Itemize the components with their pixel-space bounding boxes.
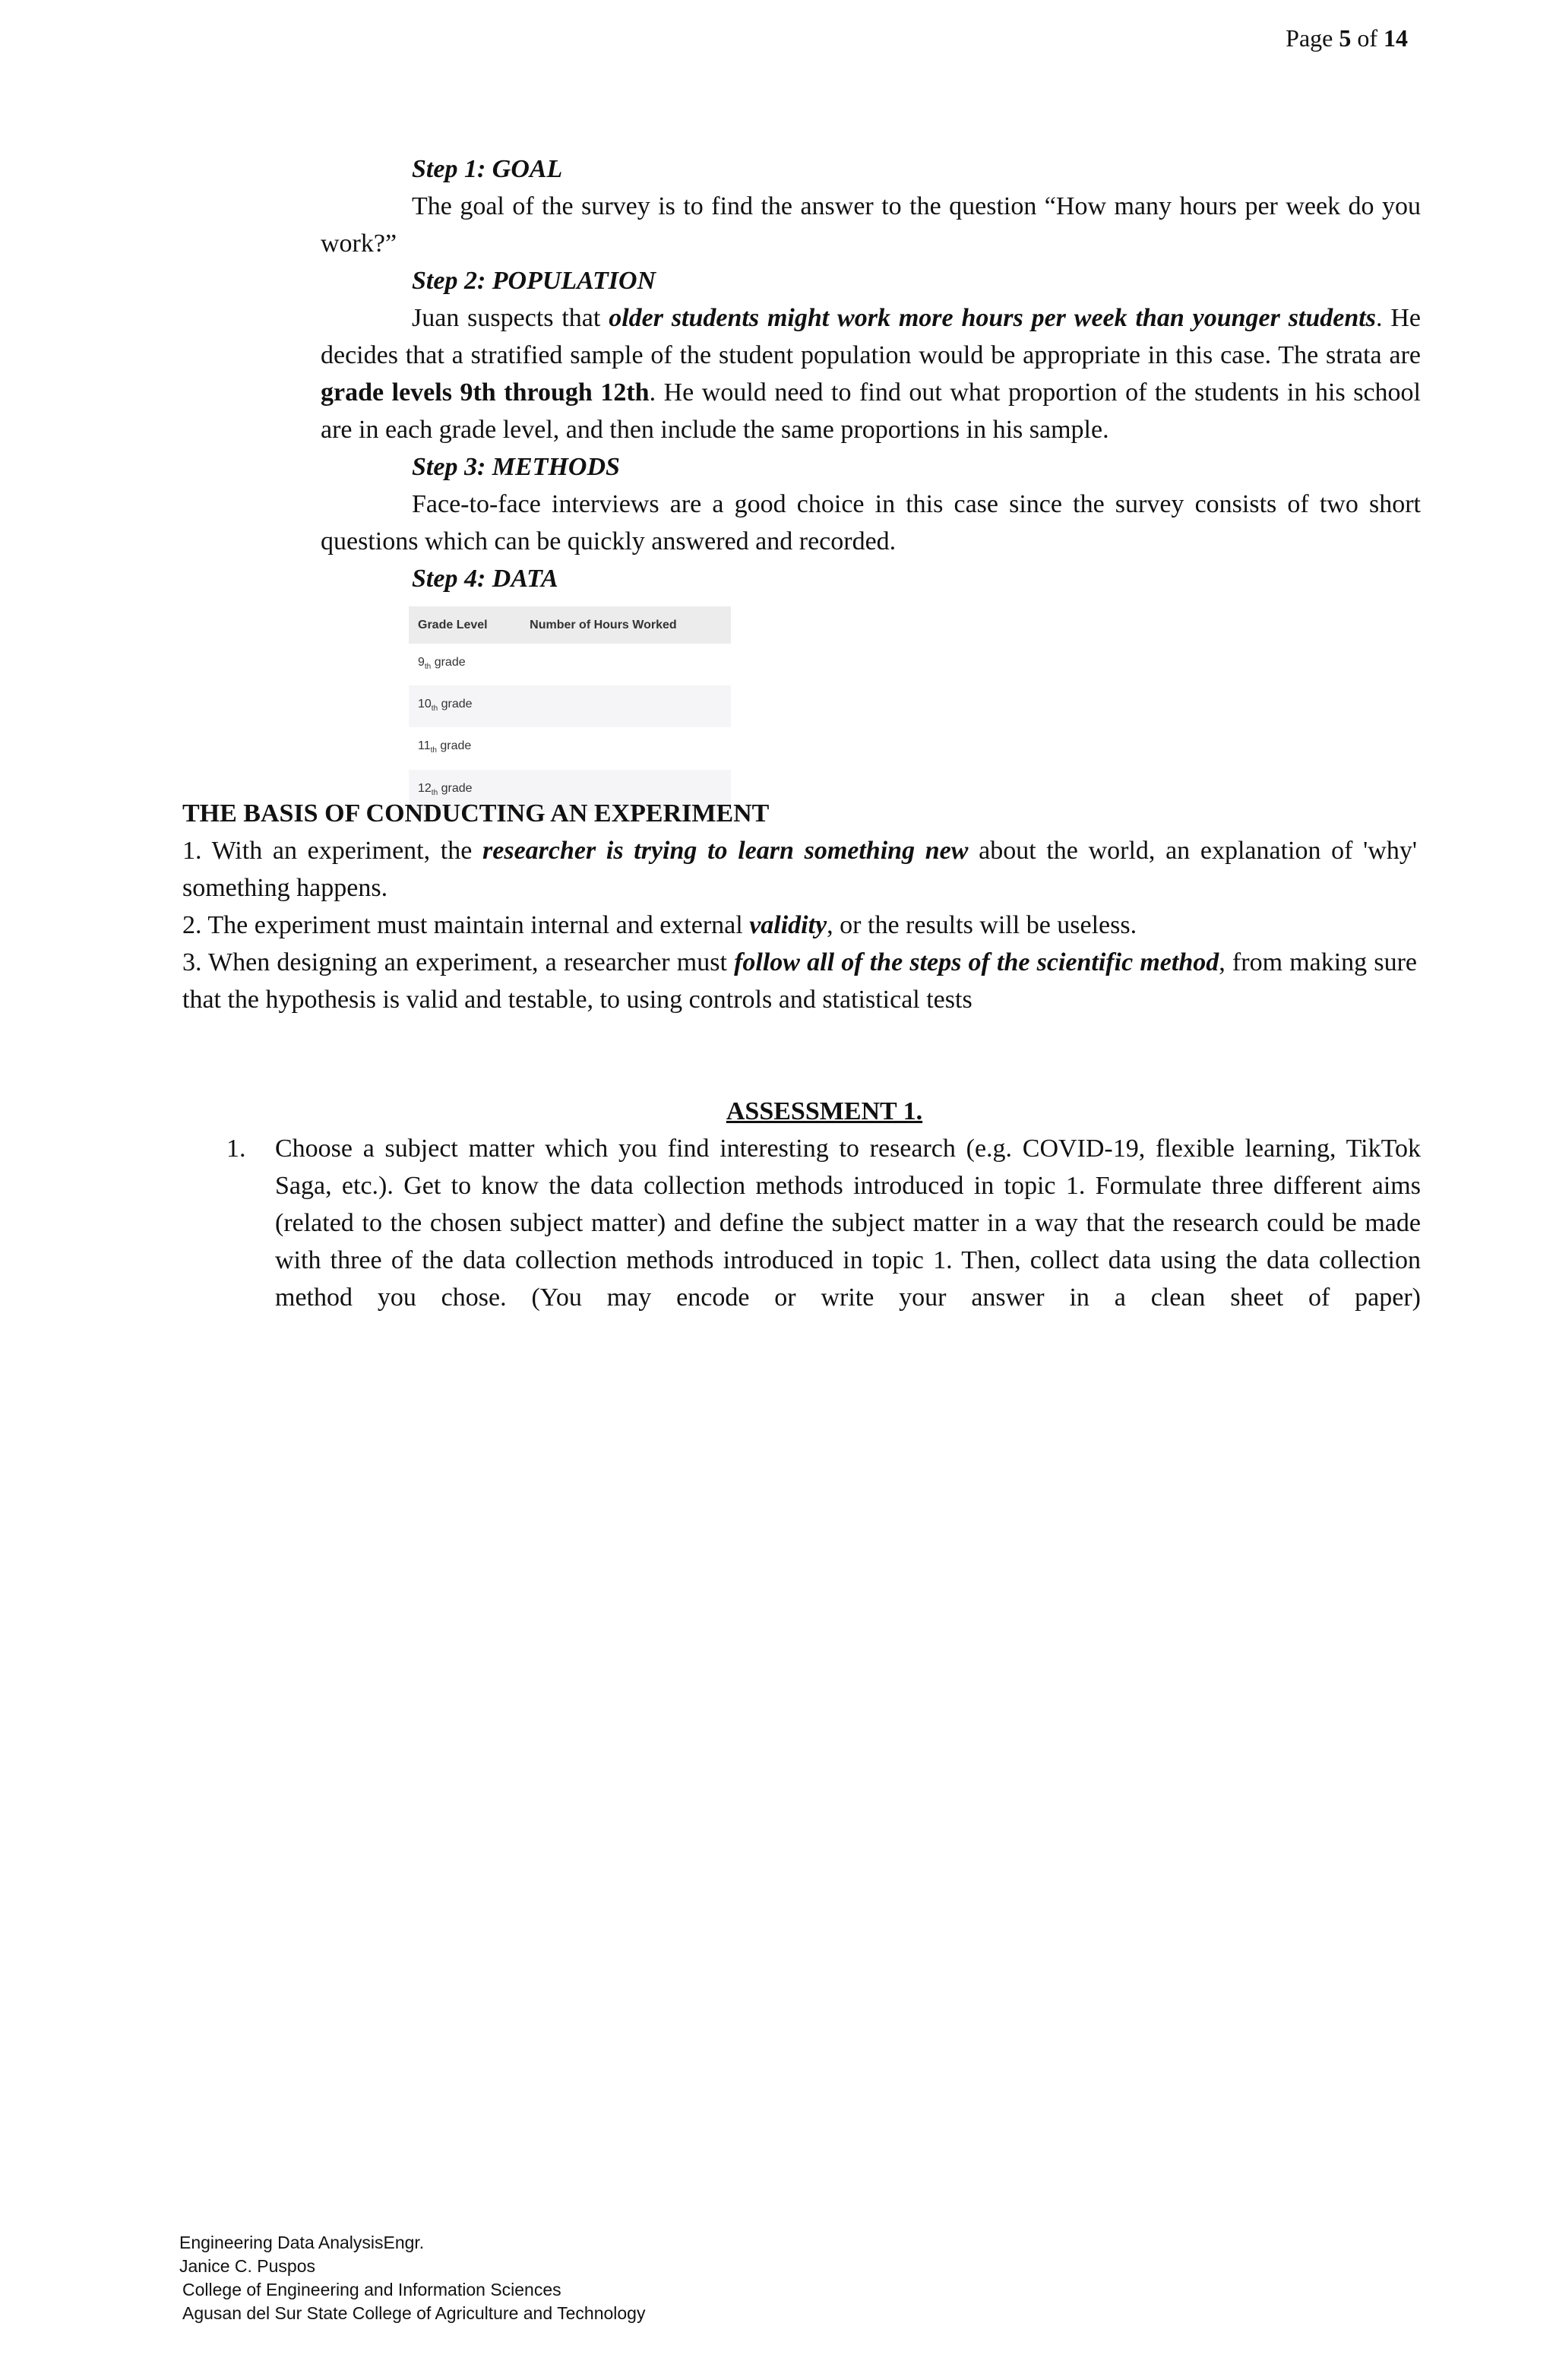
table-header-row [409,606,731,644]
table-row [409,685,731,727]
assessment-item-number: 1. [226,1135,246,1163]
step-population-title: Step 2: POPULATION [412,267,656,295]
page-number [1286,21,1408,55]
grade-suffix: th [431,788,438,797]
footer-course-line: Engineering Data AnalysisEngr. [179,2233,425,2252]
hours-cell [520,685,731,727]
table-row [409,644,731,685]
grade-suffix: th [430,746,437,755]
experiment-item-2 [182,907,1417,944]
grade-hours-table [409,606,731,812]
step-methods-text: Face-to-face interviews are a good choice in this case since the survey consists of two short questions which can be quickly answered and recorded. [321,490,1421,555]
page-current: 5 [1339,24,1352,52]
step-methods-title: Step 3: METHODS [412,453,620,481]
survey-steps [321,150,1421,812]
column-header-hours: Number of Hours Worked [520,606,731,644]
grade-cell [409,727,520,769]
assessment-item-text: Choose a subject matter which you find interesting to research (e.g. COVID-19, flexible learning, TikTok Saga, etc.). Get to know the data collection methods introduced in topic 1. Formulate three different aims (related to the chosen subject matter) and define the subject matter in a way that the research could be made with three of the data collection methods introduced in topic 1. Then, collect data using the data collection method you chose. (You may encode or write your answer in a clean sheet of paper) [275,1135,1421,1312]
population-text-part: . He would need to find out what proportion of the students in his school are in each grade level, and then include the same proportions in his sample. [321,378,1421,444]
step-data-title: Step 4: DATA [412,565,558,593]
table-row [409,727,731,769]
assessment-heading: ASSESSMENT 1. [726,1097,923,1125]
experiment-text: 2. The experiment must maintain internal and external [182,911,750,939]
experiment-item-1 [182,832,1417,907]
grade-label: grade [431,656,466,669]
footer-school-line: Agusan del Sur State College of Agriculture and Technology [182,2303,646,2323]
experiment-emphasis: researcher is trying to learn something new [482,837,969,865]
assessment-item [182,1130,1421,1316]
experiment-item-3 [182,944,1417,1018]
grade-label: grade [436,739,472,753]
grade-number: 11 [418,739,431,753]
experiment-text: 1. With an experiment, the [182,837,483,865]
experiment-heading: THE BASIS OF CONDUCTING AN EXPERIMENT [182,799,770,828]
column-header-grade: Grade Level [409,606,520,644]
grade-label: grade [438,698,473,711]
step-goal-title: Step 1: GOAL [412,155,563,183]
page-label-prefix: Page [1286,24,1339,52]
hours-cell [520,644,731,685]
population-bold: grade levels 9th through 12th [321,378,650,407]
grade-cell [409,685,520,727]
step-population-text [321,299,1421,448]
grade-suffix: th [424,663,432,672]
footer-college-line: College of Engineering and Information Sciences [182,2280,561,2299]
footer-instructor-line: Janice C. Puspos [179,2256,315,2276]
grade-suffix: th [431,704,438,714]
grade-number: 10 [418,698,432,711]
population-emphasis: older students might work more hours per week than younger students [609,304,1376,332]
experiment-text: 3. When designing an experiment, a researcher must [182,948,735,976]
experiment-text: , from making sure that the hypothesis is valid and testable, to using controls and statistical tests [182,948,1417,1014]
experiment-text: , or the results will be useless. [827,911,1137,939]
page-separator: of [1351,24,1384,52]
experiment-text: about the world, an explanation of 'why' something happens. [182,837,1417,902]
hours-cell [520,727,731,769]
population-text-part: . He decides that a stratified sample of the student population would be appropriate in this case. The strata are [321,304,1421,369]
grade-label: grade [438,781,473,795]
grade-number: 9 [418,656,425,669]
grade-cell [409,644,520,685]
page-total: 14 [1384,24,1408,52]
step-goal-text: The goal of the survey is to find the answer to the question “How many hours per week do you work?” [321,192,1421,258]
assessment-section [182,1093,1421,1316]
experiment-emphasis: validity [749,911,827,939]
population-text-part: Juan suspects that [412,304,609,332]
experiment-section [182,795,1417,1018]
page-footer [179,2231,645,2325]
experiment-emphasis: follow all of the steps of the scientific method [734,948,1219,976]
grade-number: 12 [418,781,432,795]
